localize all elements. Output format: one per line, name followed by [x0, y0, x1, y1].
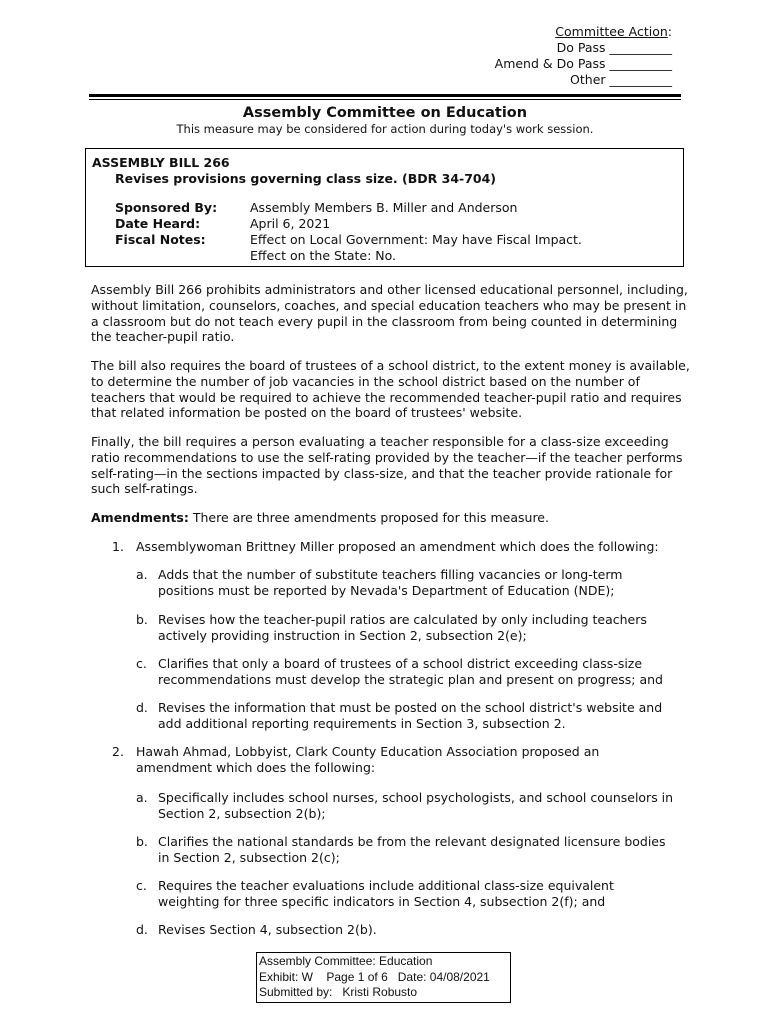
sponsored-value: Assembly Members B. Miller and Anderson — [250, 200, 518, 215]
fiscal-notes-local: Effect on Local Government: May have Fiscal Impact. — [250, 232, 582, 247]
amendment-2c-letter: c. — [136, 878, 147, 893]
bill-summary: Revises provisions governing class size. (BDR 34-704) — [115, 171, 497, 186]
header-rule-thick — [89, 94, 681, 97]
amendment-2c-text: Requires the teacher evaluations include additional class-size equivalent weighting for three specific indicators in Section 4, subsection 2(f); and — [158, 878, 614, 909]
amendment-2b-letter: b. — [136, 834, 148, 849]
exhibit-page: Page 1 of 6 — [326, 969, 388, 984]
amendment-2-text: Hawah Ahmad, Lobbyist, Clark County Education Association proposed an amendment which does the following: — [136, 744, 600, 775]
other-line: Other __________ — [570, 72, 672, 87]
amendment-1a-letter: a. — [136, 567, 148, 582]
amendment-2b-text: Clarifies the national standards be from the relevant designated licensure bodies in Section 2, subsection 2(c); — [158, 834, 666, 865]
page-subtitle: This measure may be considered for action during today's work session. — [176, 122, 594, 136]
amendment-1b-text: Revises how the teacher-pupil ratios are calculated by only including teachers actively providing instruction in Section 2, subsection 2(e); — [158, 612, 647, 643]
committee-action-colon: : — [667, 24, 672, 39]
amendments-label: Amendments: — [91, 510, 189, 525]
page-title: Assembly Committee on Education — [242, 105, 528, 121]
exhibit-line — [259, 970, 510, 986]
amendment-2a-text: Specifically includes school nurses, school psychologists, and school counselors in Section 2, subsection 2(b); — [158, 790, 674, 821]
amendment-2a-letter: a. — [136, 790, 148, 805]
fiscal-notes-label: Fiscal Notes: — [115, 232, 206, 247]
header-rule-thin — [89, 99, 681, 100]
paragraph-evaluation: Finally, the bill requires a person evaluating a teacher responsible for a class-size exceeding ratio recommendations to use the self-rating provided by the teacher—if the teacher performs self-rating—in the sections impacted by class-size, and that the teacher provide rationale for such self-ratings. — [91, 434, 683, 497]
exhibit-submitted-by: Submitted by: Kristi Robusto — [259, 985, 418, 999]
bill-info-box — [85, 148, 684, 267]
bill-number: ASSEMBLY BILL 266 — [92, 155, 230, 170]
committee-action-label: Committee Action — [555, 24, 668, 39]
amendment-1-number: 1. — [112, 539, 124, 554]
date-heard-label: Date Heard: — [115, 216, 201, 231]
do-pass-line: Do Pass __________ — [556, 40, 672, 55]
amendment-1d-letter: d. — [136, 700, 148, 715]
amendment-1a-text: Adds that the number of substitute teachers filling vacancies or long-term positions must be reported by Nevada's Department of Education (NDE); — [158, 567, 623, 598]
amendment-1-text: Assemblywoman Brittney Miller proposed an amendment which does the following: — [136, 539, 659, 554]
amendments-heading — [91, 510, 691, 526]
amend-do-pass-line: Amend & Do Pass __________ — [494, 56, 672, 71]
fiscal-notes-state: Effect on the State: No. — [250, 248, 397, 263]
amendment-2d-text: Revises Section 4, subsection 2(b). — [158, 922, 377, 937]
exhibit-stamp — [256, 952, 511, 1003]
sponsored-label: Sponsored By: — [115, 200, 218, 215]
amendment-1c-text: Clarifies that only a board of trustees of a school district exceeding class-size recommendations must develop the strategic plan and present on progress; and — [158, 656, 663, 687]
amendment-2d-letter: d. — [136, 922, 148, 937]
paragraph-trustees: The bill also requires the board of trustees of a school district, to the extent money is available, to determine the number of job vacancies in the school district based on the number of teachers that would be required to achieve the recommended teacher-pupil ratio and requires that related information be posted on the board of trustees' website. — [91, 358, 690, 421]
amendment-2-number: 2. — [112, 744, 124, 759]
amendment-1d-text: Revises the information that must be posted on the school district's website and add additional reporting requirements in Section 3, subsection 2. — [158, 700, 663, 731]
amendments-intro: There are three amendments proposed for this measure. — [192, 510, 549, 525]
committee-action-heading — [555, 24, 672, 40]
amendment-1b-letter: b. — [136, 612, 148, 627]
exhibit-id: Exhibit: W — [259, 969, 314, 984]
exhibit-committee: Assembly Committee: Education — [259, 954, 433, 968]
paragraph-intro: Assembly Bill 266 prohibits administrators and other licensed educational personnel, including, without limitation, counselors, coaches, and special education teachers who may be present in a classroom but do not teach every pupil in the classroom from being counted in determining the teacher-pupil ratio. — [91, 282, 688, 345]
date-heard-value: April 6, 2021 — [250, 216, 331, 231]
exhibit-date: Date: 04/08/2021 — [397, 969, 490, 984]
amendment-1c-letter: c. — [136, 656, 147, 671]
